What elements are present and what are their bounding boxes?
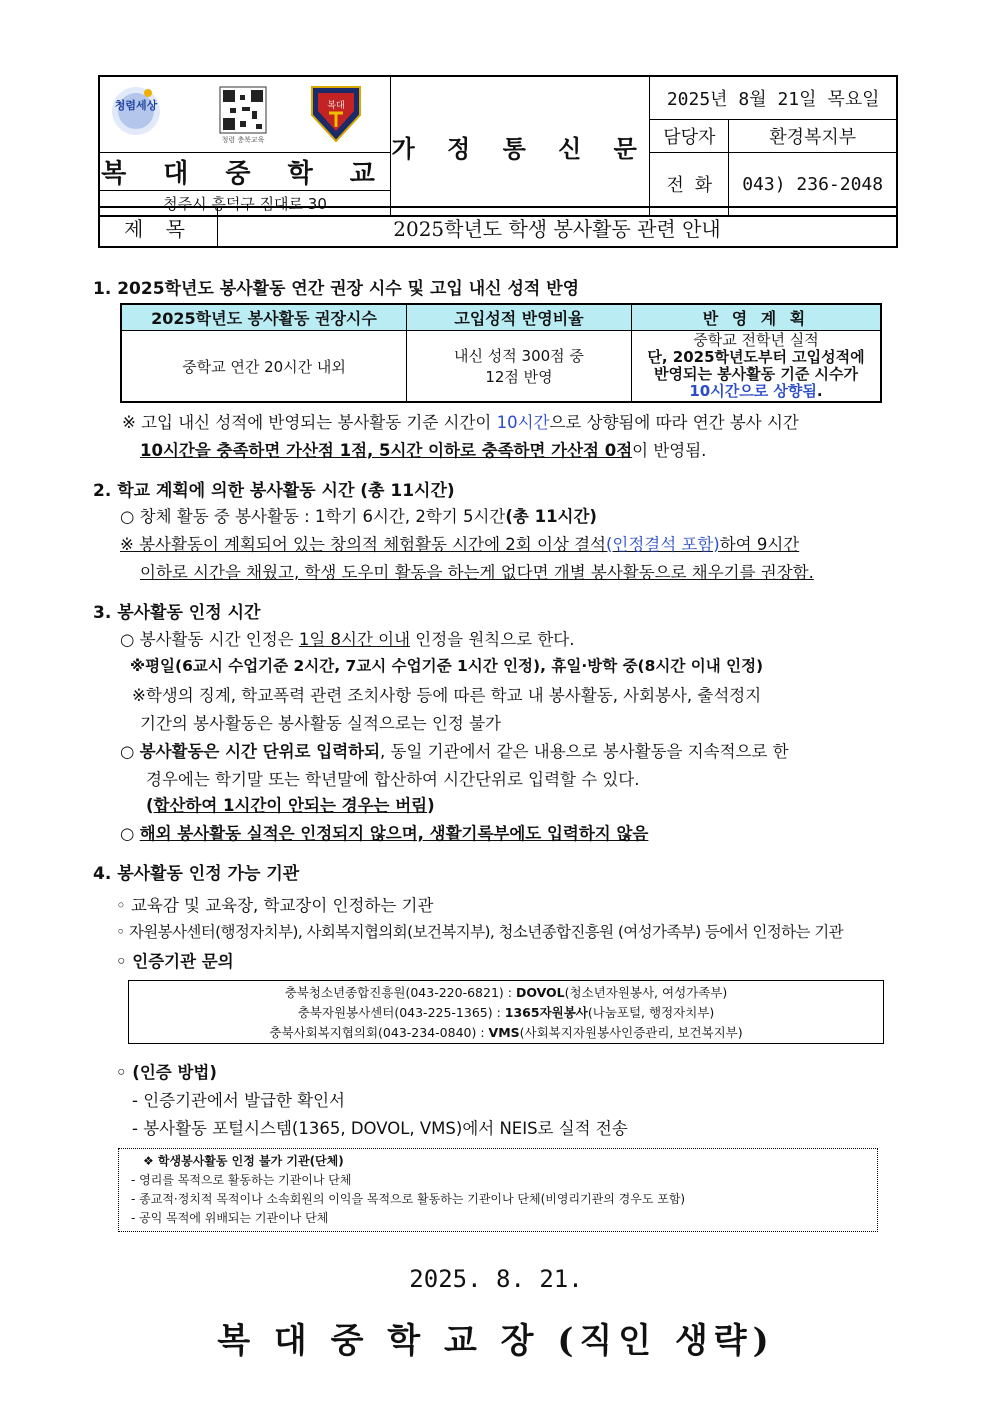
s3-emphasis: 1일 8시간 이내 bbox=[298, 630, 411, 649]
org-text: (사회복지자원봉사인증관리, 보건복지부) bbox=[519, 1025, 743, 1040]
manager-value: 환경복지부 bbox=[729, 120, 897, 153]
table-header: 반 영 계 획 bbox=[632, 304, 882, 331]
phone-value: 043) 236-2048 bbox=[729, 153, 897, 217]
svg-text:복대: 복대 bbox=[327, 100, 345, 111]
org-text: (청소년자원봉사, 여성가족부) bbox=[564, 985, 728, 1000]
manager-label: 담당자 bbox=[650, 120, 729, 153]
s2-text: ○ 창체 활동 중 봉사활동 : 1학기 6시간, 2학기 5시간 bbox=[120, 507, 506, 526]
org-text: 충북청소년종합진흥원(043-220-6821) : bbox=[284, 985, 516, 1000]
s4-line: ◦ 자원봉사센터(행정자치부), 사회복지협의회(보건복지부), 청소년종합진흥원 (여성가족부) 등에서 인정하는 기관 bbox=[116, 923, 843, 941]
svg-text:청렴 충북교육: 청렴 충북교육 bbox=[221, 135, 265, 144]
nb-line: - 영리를 목적으로 활동하는 기관이나 단체 bbox=[131, 1173, 352, 1187]
note-highlight: 10시간 bbox=[496, 413, 550, 432]
logo-area bbox=[99, 76, 391, 153]
cell-highlight: 10시간으로 상향됨 bbox=[689, 382, 817, 400]
s3-text: ○ bbox=[120, 824, 140, 843]
subject-value: 2025학년도 학생 봉사활동 관련 안내 bbox=[218, 207, 898, 247]
s3-text: ( bbox=[146, 796, 154, 815]
s3-line bbox=[120, 820, 648, 844]
cell-line: 내신 성적 300점 중 bbox=[454, 347, 584, 365]
org-system: DOVOL bbox=[515, 985, 565, 1000]
section2-title: 2. 학교 계획에 의한 봉사활동 시간 (총 11시간) bbox=[93, 481, 455, 501]
cell-line: 중학교 전학년 실적 bbox=[693, 331, 819, 349]
s3-text: ) bbox=[427, 796, 435, 815]
s2-line bbox=[120, 503, 597, 527]
table-cell: 중학교 연간 20시간 내외 bbox=[121, 331, 407, 403]
subject-row bbox=[98, 206, 898, 248]
s3-line bbox=[120, 738, 789, 762]
method-title: ◦ (인증 방법) bbox=[116, 1063, 217, 1082]
s3-emphasis: 봉사활동은 시간 단위로 입력하되 bbox=[139, 742, 381, 761]
s3-line: ※학생의 징계, 학교폭력 관련 조치사항 등에 따른 학교 내 봉사활동, 사회봉사, 출석정지 bbox=[132, 686, 762, 705]
org-row bbox=[129, 1023, 883, 1043]
method-line: - 봉사활동 포털시스템(1365, DOVOL, VMS)에서 NEIS로 실적 전송 bbox=[132, 1119, 628, 1138]
issue-date: 2025년 8월 21일 목요일 bbox=[650, 76, 897, 120]
qr-code bbox=[220, 87, 266, 144]
section4-title: 4. 봉사활동 인정 가능 기관 bbox=[93, 864, 300, 884]
s2-text: 하여 9시간 bbox=[719, 535, 800, 554]
section3-title: 3. 봉사활동 인정 시간 bbox=[93, 603, 261, 623]
s3-line bbox=[120, 626, 574, 650]
s3-line: 경우에는 학기말 또는 학년말에 합산하여 시간단위로 입력할 수 있다. bbox=[146, 770, 640, 789]
s3-text: , 동일 기관에서 같은 내용으로 봉사활동을 지속적으로 한 bbox=[380, 742, 789, 761]
s2-line bbox=[120, 531, 799, 555]
table-cell bbox=[407, 331, 632, 403]
s3-text: ○ bbox=[120, 742, 140, 761]
table-cell bbox=[632, 331, 882, 403]
s2-line: 이하로 시간을 채웠고, 학생 도우미 활동을 하는게 없다면 개별 봉사활동으로 채우기를 권장함. bbox=[140, 563, 814, 582]
cell-line: 단, 2025학년도부터 고입성적에 bbox=[647, 348, 865, 366]
svg-text:청렴세상: 청렴세상 bbox=[114, 98, 158, 112]
s2-highlight: (인정결석 포함) bbox=[605, 535, 720, 554]
subject-label: 제 목 bbox=[99, 207, 218, 247]
method-line: - 인증기관에서 발급한 확인서 bbox=[132, 1091, 345, 1110]
principal-signature: 복 대 중 학 교 장 (직인 생략) bbox=[217, 1321, 775, 1361]
doc-title: 가 정 통 신 문 bbox=[391, 76, 650, 216]
letter-header bbox=[98, 75, 898, 217]
table-header: 2025학년도 봉사활동 권장시수 bbox=[121, 304, 407, 331]
org-text: (나눔포털, 행정자치부) bbox=[587, 1005, 715, 1020]
s3-emphasis: 해외 봉사활동 실적은 인정되지 않으며, 생활기록부에도 입력하지 않음 bbox=[139, 824, 649, 843]
nb-line: - 공익 목적에 위배되는 기관이나 단체 bbox=[131, 1211, 329, 1225]
org-row bbox=[129, 983, 883, 1003]
org-system: VMS bbox=[488, 1025, 520, 1040]
school-address: 청주시 흥덕구 짐대로 30 bbox=[99, 191, 391, 217]
section1-title: 1. 2025학년도 봉사활동 연간 권장 시수 및 고입 내신 성적 반영 bbox=[93, 279, 580, 299]
note-line bbox=[140, 437, 706, 461]
certifying-orgs-box bbox=[128, 980, 884, 1044]
org-system: 1365자원봉사 bbox=[504, 1005, 588, 1020]
s3-line: ※평일(6교시 수업기준 2시간, 7교시 수업기준 1시간 인정), 휴일·방학 중(8시간 이내 인정) bbox=[130, 657, 764, 675]
org-row bbox=[129, 1003, 883, 1023]
school-name: 복 대 중 학 교 bbox=[99, 153, 391, 191]
s4-line: ◦ 인증기관 문의 bbox=[116, 952, 234, 971]
s3-emphasis: 합산하여 1시간이 안되는 경우는 버림 bbox=[153, 796, 428, 815]
s3-text: ○ 봉사활동 시간 인정은 bbox=[120, 630, 299, 649]
s3-line bbox=[146, 792, 435, 816]
note-text: ※ 고입 내신 성적에 반영되는 봉사활동 기준 시간이 bbox=[122, 413, 497, 432]
org-text: 충북자원봉사센터(043-225-1365) : bbox=[297, 1005, 505, 1020]
cell-period: . bbox=[816, 382, 823, 400]
cell-line: 12점 반영 bbox=[485, 368, 553, 386]
s2-text: ※ 봉사활동이 계획되어 있는 창의적 체험활동 시간에 2회 이상 결석 bbox=[120, 535, 606, 554]
honesty-world-logo bbox=[112, 87, 160, 135]
nb-line: - 종교적·정치적 목적이나 소속회원의 이익을 목적으로 활동하는 기관이나 단체(비영리기관의 경우도 포함) bbox=[131, 1192, 686, 1206]
s3-text: 인정을 원칙으로 한다. bbox=[410, 630, 575, 649]
s4-line: ◦ 교육감 및 교육장, 학교장이 인정하는 기관 bbox=[116, 896, 434, 915]
not-allowed-box bbox=[118, 1148, 878, 1232]
logo-strip bbox=[100, 81, 390, 145]
note-text: 이 반영됨. bbox=[632, 441, 707, 460]
s2-emphasis: (총 11시간) bbox=[505, 507, 597, 526]
note-emphasis: 10시간을 충족하면 가산점 1점, 5시간 이하로 충족하면 가산점 0점 bbox=[140, 441, 633, 460]
footer-date: 2025. 8. 21. bbox=[409, 1265, 583, 1293]
note-text: 으로 상향됨에 따라 연간 봉사 시간 bbox=[549, 413, 799, 432]
note-line bbox=[122, 409, 799, 433]
volunteer-hours-table bbox=[120, 303, 882, 403]
org-text: 충북사회복지협의회(043-234-0840) : bbox=[269, 1025, 489, 1040]
s3-line: 기간의 봉사활동은 봉사활동 실적으로는 인정 불가 bbox=[140, 714, 501, 733]
nb-title: ❖ 학생봉사활동 인정 불가 기관(단체) bbox=[143, 1154, 344, 1168]
school-emblem bbox=[312, 87, 360, 141]
table-header: 고입성적 반영비율 bbox=[407, 304, 632, 331]
phone-label: 전 화 bbox=[650, 153, 729, 217]
cell-line: 반영되는 봉사활동 기준 시수가 bbox=[653, 365, 859, 383]
